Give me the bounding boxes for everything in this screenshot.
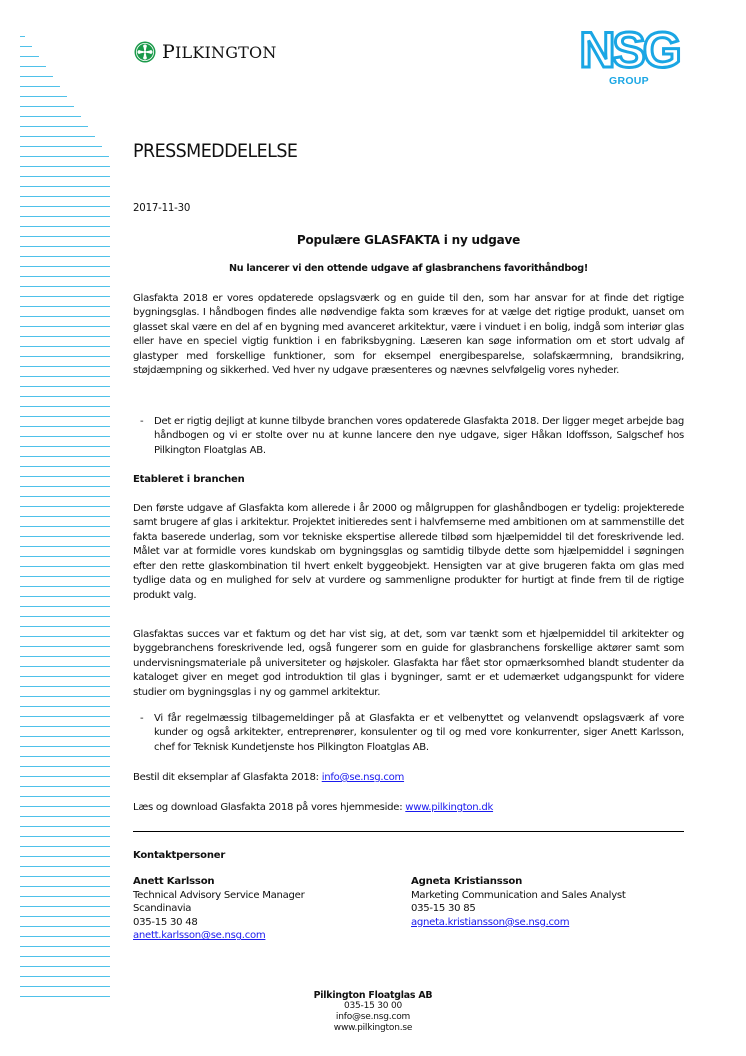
- side-decoration-line: [20, 316, 110, 317]
- side-decoration-line: [20, 146, 102, 147]
- side-decoration-line: [20, 926, 110, 927]
- side-decoration-line: [20, 546, 110, 547]
- side-decoration-line: [20, 616, 110, 617]
- side-decoration-line: [20, 676, 110, 677]
- side-decoration-line: [20, 406, 110, 407]
- side-decoration-line: [20, 716, 110, 717]
- download-line: [133, 802, 493, 813]
- side-decoration-line: [20, 986, 110, 987]
- release-title: Populære GLASFAKTA i ny udgave: [296, 233, 521, 247]
- side-decoration-line: [20, 886, 110, 887]
- side-decoration-line: [20, 696, 110, 697]
- section-divider: [133, 831, 684, 832]
- side-decoration-line: [20, 196, 110, 197]
- side-decoration-line: [20, 656, 110, 657]
- side-decoration-line: [20, 506, 110, 507]
- side-decoration-line: [20, 156, 109, 157]
- order-email-link[interactable]: info@se.nsg.com: [321, 772, 405, 783]
- side-decoration-line: [20, 706, 110, 707]
- side-decoration-line: [20, 456, 110, 457]
- contact-name: Agneta Kristiansson: [411, 876, 523, 887]
- side-decoration-line: [20, 816, 110, 817]
- contact-title: Technical Advisory Service Manager: [133, 889, 305, 901]
- contact-phone: 035-15 30 48: [133, 916, 198, 928]
- side-decoration-line: [20, 466, 110, 467]
- side-decoration-line: [20, 216, 110, 217]
- side-decoration-line: [20, 626, 110, 627]
- side-decoration-line: [20, 766, 110, 767]
- side-decoration-line: [20, 366, 110, 367]
- side-decoration-line: [20, 326, 110, 327]
- side-decoration-line: [20, 76, 53, 77]
- side-decoration-line: [20, 516, 110, 517]
- pilkington-logo: [134, 41, 277, 63]
- side-decoration-line: [20, 796, 110, 797]
- side-decoration-line: [20, 356, 110, 357]
- side-decoration-line: [20, 936, 110, 937]
- side-decoration: [20, 0, 112, 1056]
- side-decoration-line: [20, 856, 110, 857]
- contact-email-link[interactable]: agneta.kristiansson@se.nsg.com: [411, 916, 570, 928]
- side-decoration-line: [20, 96, 67, 97]
- quote-dash: -: [140, 713, 144, 724]
- side-decoration-line: [20, 376, 110, 377]
- side-decoration-line: [20, 56, 39, 57]
- side-decoration-line: [20, 976, 110, 977]
- contact-region: Scandinavia: [133, 903, 192, 915]
- contact-card: [133, 875, 304, 943]
- side-decoration-line: [20, 806, 110, 807]
- side-decoration-line: [20, 66, 46, 67]
- side-decoration-line: [20, 276, 110, 277]
- footer-website: www.pilkington.se: [333, 1023, 413, 1033]
- side-decoration-line: [20, 666, 110, 667]
- side-decoration-line: [20, 396, 110, 397]
- side-decoration-line: [20, 606, 110, 607]
- side-decoration-line: [20, 966, 110, 967]
- side-decoration-line: [20, 566, 110, 567]
- side-decoration-line: [20, 336, 110, 337]
- release-date: 2017-11-30: [133, 203, 191, 214]
- company-footer: [0, 990, 746, 1034]
- side-decoration-line: [20, 226, 110, 227]
- side-decoration-line: [20, 436, 110, 437]
- side-decoration-line: [20, 496, 110, 497]
- side-decoration-line: [20, 296, 110, 297]
- side-decoration-line: [20, 866, 110, 867]
- side-decoration-line: [20, 736, 110, 737]
- footer-company-name: Pilkington Floatglas AB: [313, 990, 433, 1001]
- side-decoration-line: [20, 106, 74, 107]
- document-type-heading: PRESSMEDDELELSE: [133, 140, 298, 162]
- side-decoration-line: [20, 946, 110, 947]
- contact-card: [411, 875, 626, 929]
- contact-email-link[interactable]: anett.karlsson@se.nsg.com: [133, 930, 266, 942]
- side-decoration-line: [20, 726, 110, 727]
- side-decoration-line: [20, 906, 110, 907]
- side-decoration-line: [20, 636, 110, 637]
- side-decoration-line: [20, 416, 110, 417]
- contact-title: Marketing Communication and Sales Analyst: [411, 889, 626, 901]
- paragraph-success: Glasfaktas succes var et faktum og det har vist sig, at det, som var tænkt som et hjælpemiddel til arkitekter og byggebranchens foreskrivende led, også fungerer som en guide for glasbranchens forskellige aktører samt som undervisningsmateriale på universiteter og højskoler. Glasfakta har fået stor opmærksomhed blandt studenter da kataloget giver en meget god introduktion til glas i bygninger, samt er et udemærket udgangspunkt for videre studier om bygningsglas i ny og gammel arkitektur.: [133, 629, 684, 698]
- side-decoration-line: [20, 426, 110, 427]
- order-text: Bestil dit eksemplar af Glasfakta 2018:: [133, 772, 322, 783]
- side-decoration-line: [20, 166, 110, 167]
- side-decoration-line: [20, 386, 110, 387]
- side-decoration-line: [20, 236, 110, 237]
- quote-dash: -: [140, 416, 144, 427]
- nsg-group-label: GROUP: [608, 75, 649, 87]
- download-text: Læs og download Glasfakta 2018 på vores hjemmeside:: [133, 802, 406, 813]
- side-decoration-line: [20, 536, 110, 537]
- side-decoration-line: [20, 136, 95, 137]
- side-decoration-line: [20, 126, 88, 127]
- paragraph-history: Den første udgave af Glasfakta kom allerede i år 2000 og målgruppen for glashåndbogen er tydelig: projekterede samt brugere af glas i arkitektur. Projektet initieredes sent i halvfemserne med ambitionen om at sammenstille det fakta baserede underlag, som vor tekniske ekspertise allerede tilbød som hjælpemiddel til det foreskrivende led. Målet var at formidle vores kundskab om bygningsglas og samtidig tilbyde dette som hjælpemiddel i søgningen efter den rette glaskombination til hvert enkelt byggeobjekt. Hensigten var at give brugeren fakta om glas med tydlige data og en mulighed for selv at vurdere og sammenligne produkter for hurtigt at finde frem til de rigtige produkt valg.: [133, 503, 684, 601]
- side-decoration-line: [20, 896, 110, 897]
- side-decoration-line: [20, 256, 110, 257]
- contacts-heading: Kontaktpersoner: [133, 850, 226, 861]
- paragraph-intro: Glasfakta 2018 er vores opdaterede opslagsværk og en guide til den, som har ansvar for at finde det rigtige bygningsglas. I håndbogen findes alle nødvendige fakta som kræves for at vælge det rigtige produkt, uanset om glasset skal være en del af en bygning med avanceret arkitektur, være i vinduet i en bolig, indgå som interiør glas eller have en speciel vigtig funktion i en fabriksbygning. Læseren kan søge information om et stort udvalg af glastyper med forskellige funktioner, som for eksempel energibesparelse, solafskærmning, brandsikring, støjdæmpning og sikkerhed. Ved hver ny udgave præsenteres og nævnes selvfølgelig vores nyheder.: [133, 293, 684, 377]
- side-decoration-line: [20, 306, 110, 307]
- side-decoration-line: [20, 486, 110, 487]
- side-decoration-line: [20, 756, 110, 757]
- side-decoration-line: [20, 956, 110, 957]
- side-decoration-line: [20, 46, 32, 47]
- pilkington-cross-icon: [134, 41, 156, 63]
- side-decoration-line: [20, 596, 110, 597]
- side-decoration-line: [20, 186, 110, 187]
- side-decoration-line: [20, 526, 110, 527]
- nsg-group-logo: [573, 22, 685, 87]
- side-decoration-line: [20, 36, 25, 37]
- footer-phone: 035-15 30 00: [343, 1001, 403, 1011]
- side-decoration-line: [20, 246, 110, 247]
- side-decoration-line: [20, 116, 81, 117]
- quote-anett-karlsson: [140, 712, 684, 755]
- side-decoration-line: [20, 846, 110, 847]
- nsg-wordmark: NSG: [579, 22, 679, 78]
- contact-name: Anett Karlsson: [133, 876, 215, 887]
- section-heading-etableret: Etableret i branchen: [133, 474, 245, 485]
- side-decoration-line: [20, 586, 110, 587]
- side-decoration-line: [20, 206, 110, 207]
- side-decoration-line: [20, 916, 110, 917]
- side-decoration-line: [20, 86, 60, 87]
- contact-phone: 035-15 30 85: [411, 903, 476, 915]
- side-decoration-line: [20, 686, 110, 687]
- side-decoration-line: [20, 556, 110, 557]
- website-link[interactable]: www.pilkington.dk: [405, 802, 494, 813]
- footer-email: info@se.nsg.com: [335, 1012, 411, 1022]
- side-decoration-line: [20, 646, 110, 647]
- side-decoration-line: [20, 776, 110, 777]
- order-line: [133, 772, 404, 783]
- side-decoration-line: [20, 446, 110, 447]
- side-decoration-line: [20, 346, 110, 347]
- side-decoration-line: [20, 176, 110, 177]
- side-decoration-line: [20, 576, 110, 577]
- side-decoration-line: [20, 836, 110, 837]
- release-subtitle: Nu lancerer vi den ottende udgave af glasbranchens favorithåndbog!: [228, 263, 589, 274]
- quote-hakan-idoffsson: [140, 415, 684, 458]
- side-decoration-line: [20, 476, 110, 477]
- side-decoration-line: [20, 286, 110, 287]
- quote-text: Vi får regelmæssig tilbagemeldinger på at Glasfakta er et velbenyttet og velanvendt opslagsværk af vore kunder og også arkitekter, entreprenører, konsulenter og til og med vore konkurrenter, siger Anett Karlsson, chef for Teknisk Kundetjenste hos Pilkington Floatglas AB.: [154, 713, 684, 753]
- side-decoration-line: [20, 266, 110, 267]
- pilkington-wordmark: PILKINGTON: [162, 41, 277, 63]
- side-decoration-line: [20, 746, 110, 747]
- side-decoration-line: [20, 876, 110, 877]
- side-decoration-line: [20, 786, 110, 787]
- side-decoration-line: [20, 826, 110, 827]
- quote-text: Det er rigtig dejligt at kunne tilbyde branchen vores opdaterede Glasfakta 2018. Der ligger meget arbejde bag håndbogen og vi er stolte over nu at kunne lancere den nye udgave, siger Håkan Idoffsson, Salgschef hos Pilkington Floatglas AB.: [154, 416, 684, 456]
